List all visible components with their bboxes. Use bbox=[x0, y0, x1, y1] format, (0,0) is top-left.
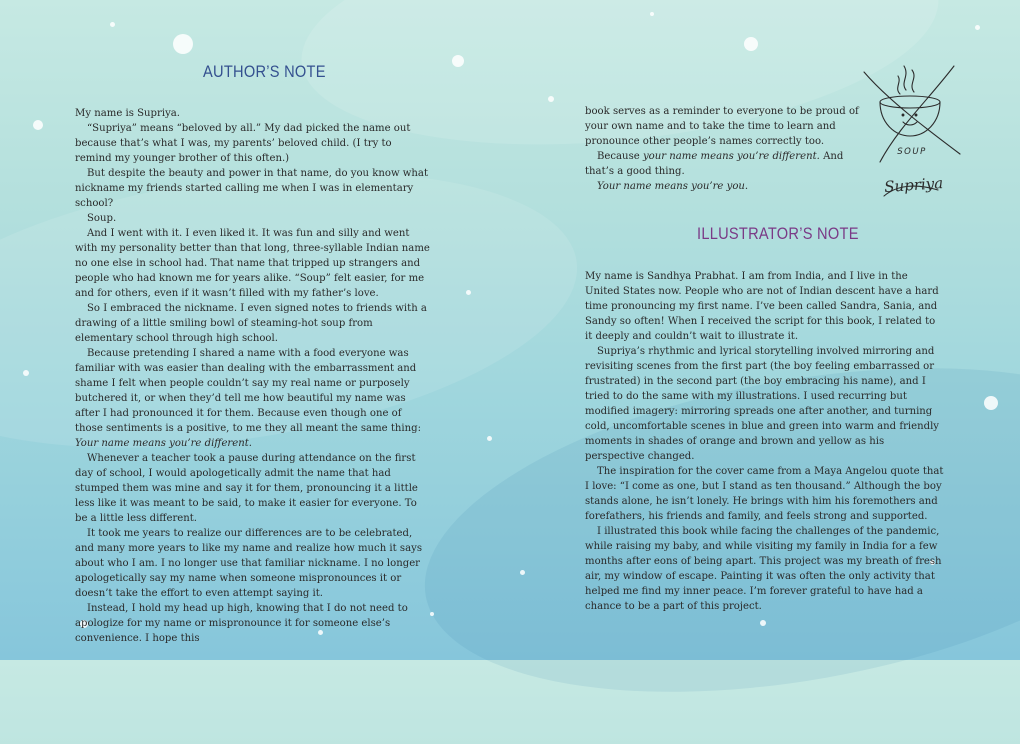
illustrator-paragraph: The inspiration for the cover came from a Maya Angelou quote that I love: “I come as one, but I stand as ten thousand.” Although the boy stands alone, he isn’t lonely. He brings with him his foremothers and forefathers, his friends and family, and feels strong and supported. bbox=[585, 466, 944, 522]
illustrator-paragraph: I illustrated this book while facing the challenges of the pandemic, while raising my baby, and while visiting my family in India for a few months after eons of being apart. This project was my breath of fresh air, my window of escape. Painting it was often the only activity that helped me find my inner peace. I’m forever grateful to have had a chance to be a part of this project. bbox=[585, 526, 942, 612]
illustrator-paragraph: My name is Sandhya Prabhat. I am from India, and I live in the United States now. People who are not of Indian descent have a hard time pronouncing my first name. I’ve been called Sandra, Sania, and Sandy so often! When I received the script for this book, I related to it deeply and couldn’t wait to illustrate it. bbox=[585, 271, 939, 342]
illustrator-note-body bbox=[585, 269, 945, 614]
author-note-heading: AUTHOR’S NOTE bbox=[203, 62, 326, 81]
author-paragraph bbox=[585, 149, 859, 179]
author-paragraph: And I went with it. I even liked it. It was fun and silly and went with my personality better than that long, three-syllable Indian name no one else in school had. That name that tripped up strangers and people who had known me for years alike. “Soup” felt easier, for me and for others, even if it wasn’t filled with my father’s love. bbox=[75, 228, 430, 299]
snow-dot bbox=[452, 55, 464, 67]
author-paragraph: “Supriya” means “beloved by all.” My dad picked the name out because that’s what I was, my parents’ beloved child. (I try to remind my younger brother of this often.) bbox=[75, 123, 411, 164]
author-paragraph-text: And that’s a good thing. bbox=[585, 151, 844, 177]
snow-dot bbox=[744, 37, 758, 51]
snow-dot bbox=[23, 370, 29, 376]
author-paragraph: Whenever a teacher took a pause during attendance on the first day of school, I would apologetically admit the name that had stumped them was mine and say it for them, pronouncing it a little less like it was meant to be said, to make it easier for everyone. To be a little less different. bbox=[75, 453, 418, 524]
author-paragraph: Soup. bbox=[87, 213, 117, 224]
snow-dot bbox=[487, 436, 492, 441]
soup-label: SOUP bbox=[897, 147, 927, 157]
author-paragraph bbox=[585, 179, 859, 194]
snow-dot bbox=[33, 120, 43, 130]
author-paragraph-italic: Your name means you’re different. bbox=[75, 438, 252, 449]
snow-dot bbox=[650, 12, 654, 16]
author-note-continued bbox=[585, 104, 859, 194]
author-paragraph-text: Because pretending I shared a name with a food everyone was familiar with was easier than dealing with the embarrassment and shame I felt when people couldn’t say my real name or purposely butchered it, or when they’d tell me how beautiful my name was after I had pronounced it for them. Because even though one of those sentiments is a positive, to me they all meant the same thing: bbox=[75, 348, 421, 434]
signature-supriya: Supriya bbox=[883, 173, 944, 197]
soup-bowl-sketch bbox=[858, 60, 968, 210]
illustrator-paragraph: Supriya’s rhythmic and lyrical storytelling involved mirroring and revisiting scenes from the first part (the boy feeling embarrassed or frustrated) in the second part (the boy embracing his name), and I tried to do the same with my illustrations. I used recurring but modified imagery: mirroring spreads one after another, and turning cold, uncomfortable scenes in blue and green into warm and friendly moments in shades of orange and brown and yellow as his perspective changed. bbox=[585, 346, 940, 462]
author-paragraph: book serves as a reminder to everyone to be proud of your own name and to take the time to learn and pronounce other people’s names correctly too. bbox=[585, 106, 859, 147]
illustrator-note-heading: ILLUSTRATOR’S NOTE bbox=[697, 224, 859, 243]
snow-dot bbox=[173, 34, 193, 54]
author-paragraph: But despite the beauty and power in that name, do you know what nickname my friends started calling me when I was in elementary school? bbox=[75, 168, 429, 209]
author-paragraph: Instead, I hold my head up high, knowing that I do not need to apologize for my name or mispronounce it for someone else’s convenience. I hope this bbox=[75, 603, 408, 644]
snow-dot bbox=[548, 96, 554, 102]
author-paragraph-italic: your name means you’re different. bbox=[642, 151, 820, 162]
author-paragraph: It took me years to realize our differences are to be celebrated, and many more years to like my name and realize how much it says about who I am. I no longer use that familiar nickname. I no longer apologetically say my name when someone mispronounces it or doesn’t take the effort to even attempt saying it. bbox=[75, 528, 422, 599]
author-paragraph: So I embraced the nickname. I even signed notes to friends with a drawing of a little smiling bowl of steaming-hot soup from elementary school through high school. bbox=[75, 303, 427, 344]
snow-dot bbox=[430, 612, 434, 616]
snow-dot bbox=[975, 25, 980, 30]
snow-dot bbox=[760, 620, 766, 626]
snow-dot bbox=[466, 290, 471, 295]
author-note-body bbox=[75, 106, 430, 646]
snow-dot bbox=[520, 570, 525, 575]
author-paragraph: My name is Supriya. bbox=[75, 108, 180, 119]
snow-dot bbox=[110, 22, 115, 27]
author-paragraph-text: Because bbox=[597, 151, 643, 162]
author-paragraph bbox=[75, 346, 430, 451]
author-paragraph-italic: Your name means you’re you. bbox=[597, 181, 749, 192]
snow-dot bbox=[984, 396, 998, 410]
